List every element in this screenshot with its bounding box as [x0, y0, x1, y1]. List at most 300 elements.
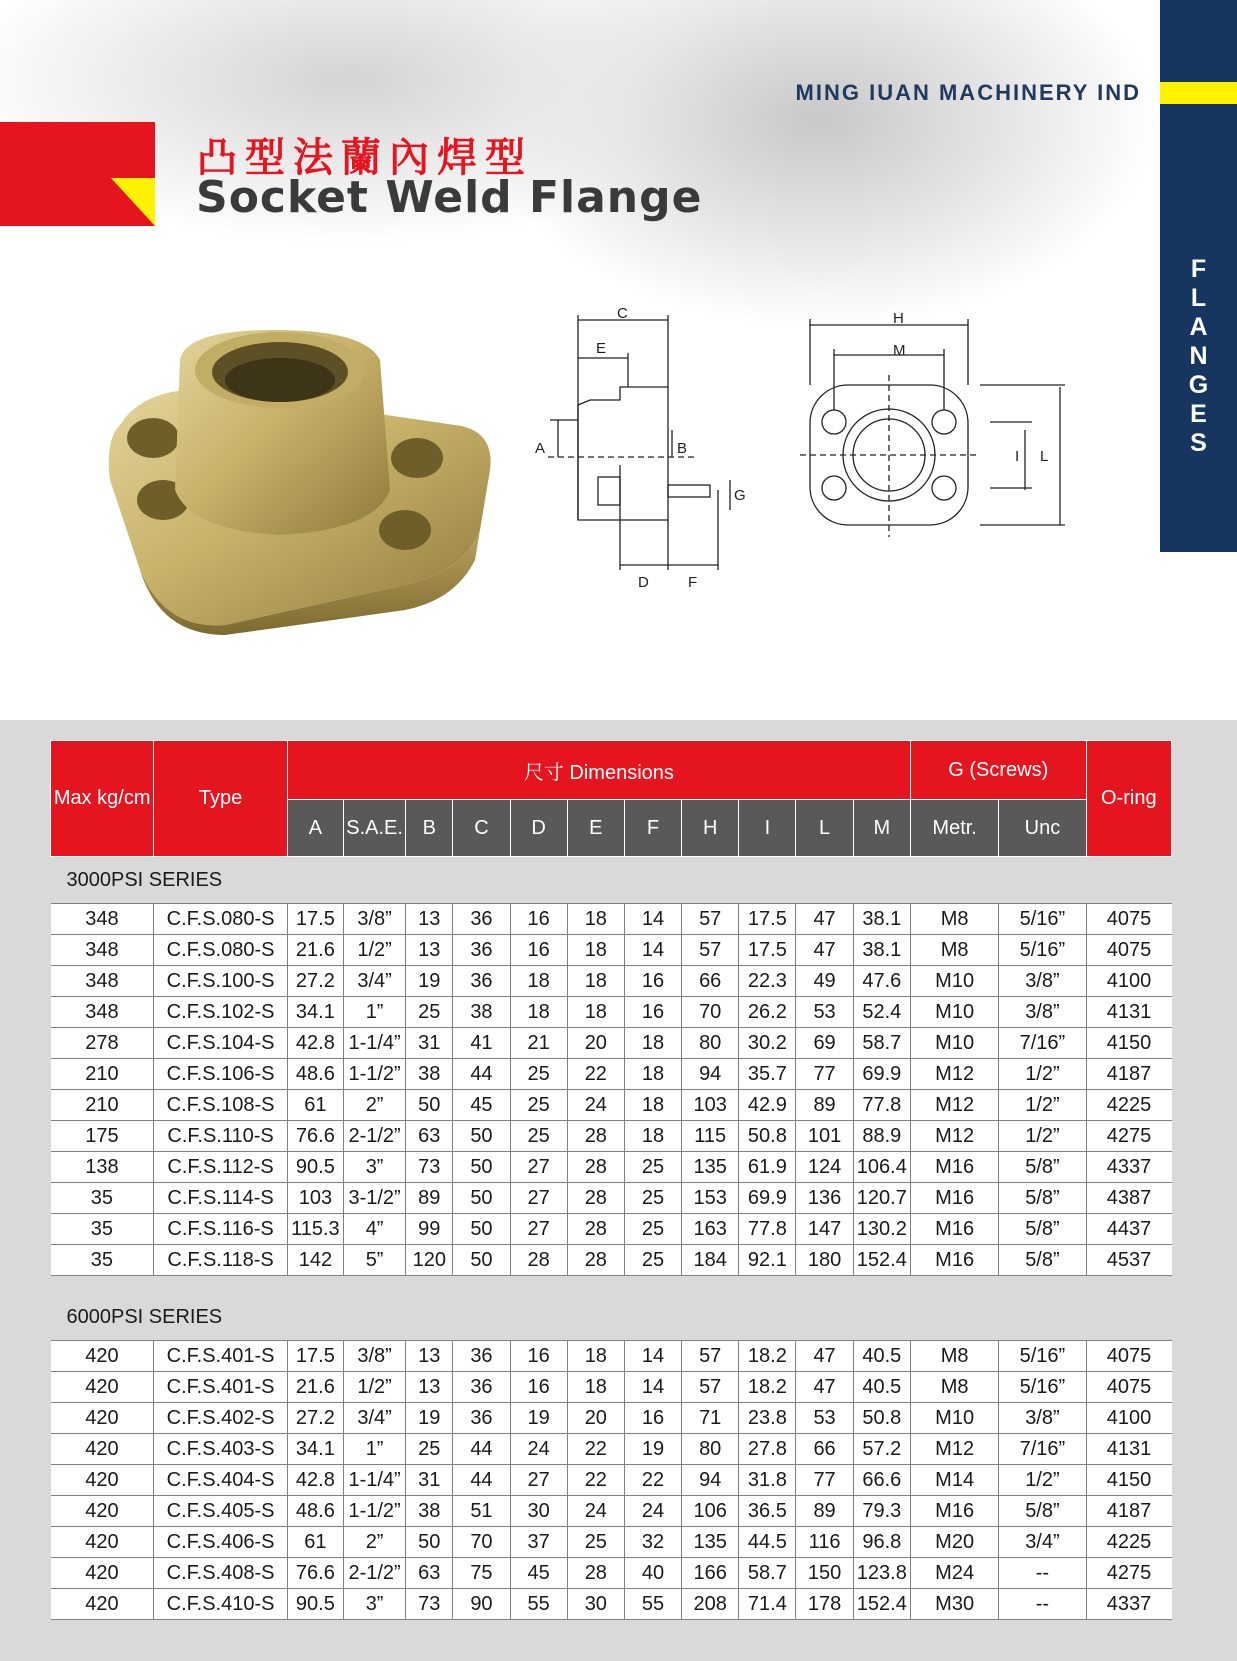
flange-photo — [105, 330, 495, 635]
table-cell: 25 — [624, 1152, 681, 1183]
subheader-c: C — [453, 800, 510, 857]
table-cell: 4275 — [1086, 1121, 1171, 1152]
table-cell: C.F.S.118-S — [154, 1245, 287, 1276]
table-cell: 18 — [567, 1372, 624, 1403]
table-cell: M16 — [910, 1183, 998, 1214]
table-cell: 4” — [343, 1214, 405, 1245]
table-cell: 152.4 — [853, 1245, 910, 1276]
table-cell: 53 — [796, 1403, 853, 1434]
table-cell: 20 — [567, 1028, 624, 1059]
table-cell: 24 — [510, 1434, 567, 1465]
table-cell: 18.2 — [739, 1372, 796, 1403]
table-cell: 94 — [682, 1059, 739, 1090]
table-cell: 420 — [51, 1465, 154, 1496]
subheader-m: M — [853, 800, 910, 857]
table-cell: 5/16” — [999, 904, 1086, 935]
table-row — [51, 1214, 1172, 1245]
table-cell: 30.2 — [739, 1028, 796, 1059]
table-row — [51, 1527, 1172, 1558]
table-cell: 278 — [51, 1028, 154, 1059]
subheader-sae: S.A.E. — [343, 800, 405, 857]
table-row — [51, 1496, 1172, 1527]
table-cell: 45 — [453, 1090, 510, 1121]
table-cell: 1/2” — [999, 1465, 1086, 1496]
table-cell: 106 — [682, 1496, 739, 1527]
table-cell: 2” — [343, 1527, 405, 1558]
table-cell: 5/16” — [999, 935, 1086, 966]
table-cell: C.F.S.401-S — [154, 1341, 287, 1372]
table-cell: 27 — [510, 1152, 567, 1183]
table-cell: 4337 — [1086, 1152, 1171, 1183]
table-cell: 57.2 — [853, 1434, 910, 1465]
table-cell: 36.5 — [739, 1496, 796, 1527]
table-cell: 18 — [624, 1090, 681, 1121]
table-cell: M30 — [910, 1589, 998, 1620]
table-cell: 4100 — [1086, 1403, 1171, 1434]
table-cell: 18.2 — [739, 1341, 796, 1372]
table-cell: 116 — [796, 1527, 853, 1558]
table-cell: 210 — [51, 1059, 154, 1090]
table-cell: 36 — [453, 1341, 510, 1372]
table-cell: 90.5 — [287, 1589, 343, 1620]
table-cell: 88.9 — [853, 1121, 910, 1152]
table-cell: 73 — [406, 1589, 453, 1620]
table-cell: 42.8 — [287, 1028, 343, 1059]
table-cell: 28 — [567, 1183, 624, 1214]
dim-label-f: F — [688, 574, 698, 591]
table-cell: 4131 — [1086, 1434, 1171, 1465]
table-cell: 77 — [796, 1059, 853, 1090]
table-cell: 420 — [51, 1589, 154, 1620]
table-cell: 150 — [796, 1558, 853, 1589]
table-cell: 3” — [343, 1152, 405, 1183]
table-cell: 1/2” — [343, 935, 405, 966]
table-cell: 89 — [406, 1183, 453, 1214]
table-cell: M16 — [910, 1152, 998, 1183]
table-cell: 50 — [453, 1214, 510, 1245]
table-cell: 4225 — [1086, 1527, 1171, 1558]
table-cell: 18 — [624, 1059, 681, 1090]
table-cell: 348 — [51, 997, 154, 1028]
table-cell: 5/8” — [999, 1152, 1086, 1183]
table-row — [51, 1121, 1172, 1152]
table-cell: 22 — [567, 1434, 624, 1465]
table-cell: 66.6 — [853, 1465, 910, 1496]
table-cell: 348 — [51, 966, 154, 997]
table-cell: 180 — [796, 1245, 853, 1276]
table-cell: 69.9 — [853, 1059, 910, 1090]
table-cell: 55 — [510, 1589, 567, 1620]
dim-label-i: I — [1015, 448, 1020, 465]
table-cell: 25 — [624, 1245, 681, 1276]
table-cell: 4131 — [1086, 997, 1171, 1028]
table-row — [51, 1558, 1172, 1589]
table-cell: 5/16” — [999, 1341, 1086, 1372]
company-name: MING IUAN MACHINERY IND — [795, 80, 1141, 105]
table-cell: 420 — [51, 1527, 154, 1558]
table-cell: 50 — [453, 1121, 510, 1152]
header-dimensions: 尺寸 Dimensions — [287, 741, 910, 800]
table-cell: 25 — [510, 1121, 567, 1152]
table-cell: 1/2” — [999, 1059, 1086, 1090]
table-cell: 66 — [796, 1434, 853, 1465]
subheader-d: D — [510, 800, 567, 857]
table-cell: 13 — [406, 1372, 453, 1403]
table-row — [51, 935, 1172, 966]
table-cell: 19 — [406, 1403, 453, 1434]
table-cell: 38 — [406, 1059, 453, 1090]
subheader-l: L — [796, 800, 853, 857]
table-cell: 25 — [406, 1434, 453, 1465]
table-row — [51, 1059, 1172, 1090]
table-cell: 40 — [624, 1558, 681, 1589]
table-cell: C.F.S.104-S — [154, 1028, 287, 1059]
table-cell: 17.5 — [287, 904, 343, 935]
table-cell: M20 — [910, 1527, 998, 1558]
subheader-unc: Unc — [999, 800, 1086, 857]
table-cell: 208 — [682, 1589, 739, 1620]
table-row — [51, 1341, 1172, 1372]
table-cell: 36 — [453, 966, 510, 997]
table-row — [51, 1434, 1172, 1465]
table-cell: 34.1 — [287, 1434, 343, 1465]
yellow-accent-triangle — [111, 178, 155, 226]
table-cell: 99 — [406, 1214, 453, 1245]
dim-label-g: G — [734, 487, 746, 504]
dim-label-a: A — [535, 440, 546, 457]
side-label-letter: A — [1189, 313, 1208, 341]
table-cell: M12 — [910, 1434, 998, 1465]
table-cell: 36 — [453, 935, 510, 966]
table-cell: 135 — [682, 1527, 739, 1558]
table-cell: 47.6 — [853, 966, 910, 997]
table-cell: 14 — [624, 904, 681, 935]
table-cell: 35 — [51, 1214, 154, 1245]
table-cell: 57 — [682, 935, 739, 966]
table-cell: 13 — [406, 1341, 453, 1372]
table-cell: 1-1/2” — [343, 1059, 405, 1090]
table-cell: 18 — [567, 935, 624, 966]
table-cell: 5/8” — [999, 1183, 1086, 1214]
table-cell: M10 — [910, 1403, 998, 1434]
table-cell: 13 — [406, 904, 453, 935]
table-cell: 80 — [682, 1434, 739, 1465]
table-cell: 210 — [51, 1090, 154, 1121]
table-cell: 25 — [624, 1183, 681, 1214]
table-cell: 124 — [796, 1152, 853, 1183]
table-cell: 1/2” — [343, 1372, 405, 1403]
table-cell: 63 — [406, 1121, 453, 1152]
table-cell: 57 — [682, 1341, 739, 1372]
table-cell: 166 — [682, 1558, 739, 1589]
table-cell: 101 — [796, 1121, 853, 1152]
table-cell: 115 — [682, 1121, 739, 1152]
table-cell: M8 — [910, 935, 998, 966]
table-cell: 3/8” — [999, 997, 1086, 1028]
table-cell: C.F.S.114-S — [154, 1183, 287, 1214]
table-cell: 25 — [510, 1090, 567, 1121]
table-cell: 5/16” — [999, 1372, 1086, 1403]
table-row — [51, 1028, 1172, 1059]
table-cell: 41 — [453, 1028, 510, 1059]
table-cell: 26.2 — [739, 997, 796, 1028]
subheader-h: H — [682, 800, 739, 857]
table-cell: 22.3 — [739, 966, 796, 997]
table-cell: C.F.S.102-S — [154, 997, 287, 1028]
side-label — [1160, 255, 1237, 458]
table-cell: 57 — [682, 1372, 739, 1403]
table-cell: 420 — [51, 1403, 154, 1434]
table-cell: 115.3 — [287, 1214, 343, 1245]
table-cell: 420 — [51, 1496, 154, 1527]
table-cell: M12 — [910, 1059, 998, 1090]
table-cell: 50.8 — [853, 1403, 910, 1434]
table-cell: 16 — [624, 997, 681, 1028]
table-cell: 348 — [51, 904, 154, 935]
table-cell: 27.2 — [287, 966, 343, 997]
table-cell: C.F.S.106-S — [154, 1059, 287, 1090]
table-cell: 76.6 — [287, 1121, 343, 1152]
table-cell: 51 — [453, 1496, 510, 1527]
table-cell: 18 — [567, 904, 624, 935]
table-cell: M10 — [910, 997, 998, 1028]
table-cell: 18 — [567, 966, 624, 997]
table-cell: M16 — [910, 1245, 998, 1276]
table-cell: 24 — [567, 1496, 624, 1527]
table-cell: 44 — [453, 1434, 510, 1465]
table-cell: 4387 — [1086, 1183, 1171, 1214]
table-cell: 142 — [287, 1245, 343, 1276]
table-cell: 1/2” — [999, 1121, 1086, 1152]
subheader-a: A — [287, 800, 343, 857]
table-cell: 66 — [682, 966, 739, 997]
table-cell: -- — [999, 1558, 1086, 1589]
series-title: 3000PSI SERIES — [51, 857, 1172, 904]
table-cell: 21.6 — [287, 935, 343, 966]
table-cell: M24 — [910, 1558, 998, 1589]
table-cell: 23.8 — [739, 1403, 796, 1434]
table-cell: 50 — [406, 1527, 453, 1558]
table-cell: 420 — [51, 1434, 154, 1465]
table-cell: 1” — [343, 1434, 405, 1465]
table-cell: 38.1 — [853, 935, 910, 966]
table-cell: 48.6 — [287, 1059, 343, 1090]
table-cell: 47 — [796, 935, 853, 966]
table-cell: 3” — [343, 1589, 405, 1620]
table-cell: 153 — [682, 1183, 739, 1214]
table-cell: 16 — [510, 935, 567, 966]
table-cell: 130.2 — [853, 1214, 910, 1245]
table-cell: 22 — [624, 1465, 681, 1496]
table-cell: 136 — [796, 1183, 853, 1214]
table-cell: 50.8 — [739, 1121, 796, 1152]
subheader-e: E — [567, 800, 624, 857]
table-cell: 90 — [453, 1589, 510, 1620]
table-cell: C.F.S.110-S — [154, 1121, 287, 1152]
table-cell: 3/8” — [999, 966, 1086, 997]
table-cell: C.F.S.403-S — [154, 1434, 287, 1465]
table-cell: 57 — [682, 904, 739, 935]
table-row — [51, 1183, 1172, 1214]
dim-label-b: B — [677, 440, 688, 457]
table-cell: 24 — [624, 1496, 681, 1527]
side-label-letter: S — [1190, 429, 1207, 457]
table-cell: 27 — [510, 1214, 567, 1245]
table-cell: 4187 — [1086, 1496, 1171, 1527]
table-cell: 42.9 — [739, 1090, 796, 1121]
subheader-metr: Metr. — [910, 800, 998, 857]
table-cell: 69.9 — [739, 1183, 796, 1214]
table-cell: 28 — [567, 1214, 624, 1245]
table-cell: 30 — [567, 1589, 624, 1620]
side-label-letter: F — [1190, 255, 1207, 283]
table-cell: 420 — [51, 1372, 154, 1403]
table-cell: 22 — [567, 1465, 624, 1496]
table-cell: 16 — [510, 1372, 567, 1403]
table-cell: 27.2 — [287, 1403, 343, 1434]
table-row — [51, 1245, 1172, 1276]
table-cell: 120 — [406, 1245, 453, 1276]
table-cell: C.F.S.408-S — [154, 1558, 287, 1589]
table-cell: M10 — [910, 966, 998, 997]
table-cell: 4337 — [1086, 1589, 1171, 1620]
series-title: 6000PSI SERIES — [51, 1294, 1172, 1341]
table-cell: 31 — [406, 1465, 453, 1496]
table-cell: 4187 — [1086, 1059, 1171, 1090]
table-cell: 44 — [453, 1059, 510, 1090]
table-cell: 420 — [51, 1558, 154, 1589]
table-cell: 25 — [406, 997, 453, 1028]
table-cell: 52.4 — [853, 997, 910, 1028]
table-cell: M8 — [910, 1341, 998, 1372]
table-cell: C.F.S.404-S — [154, 1465, 287, 1496]
table-row — [51, 997, 1172, 1028]
table-cell: 36 — [453, 904, 510, 935]
table-cell: 36 — [453, 1372, 510, 1403]
table-cell: 28 — [510, 1245, 567, 1276]
table-row — [51, 1403, 1172, 1434]
table-cell: 90.5 — [287, 1152, 343, 1183]
table-cell: 71 — [682, 1403, 739, 1434]
table-cell: 184 — [682, 1245, 739, 1276]
table-cell: 3/4” — [343, 966, 405, 997]
table-cell: 96.8 — [853, 1527, 910, 1558]
table-cell: 17.5 — [739, 935, 796, 966]
table-cell: 35.7 — [739, 1059, 796, 1090]
table-cell: C.F.S.112-S — [154, 1152, 287, 1183]
table-cell: 18 — [567, 1341, 624, 1372]
table-cell: 17.5 — [739, 904, 796, 935]
table-cell: C.F.S.401-S — [154, 1372, 287, 1403]
table-cell: 49 — [796, 966, 853, 997]
table-cell: M8 — [910, 1372, 998, 1403]
header-type: Type — [154, 741, 287, 857]
table-cell: 4075 — [1086, 1372, 1171, 1403]
table-row — [51, 1372, 1172, 1403]
table-cell: C.F.S.108-S — [154, 1090, 287, 1121]
table-cell: 348 — [51, 935, 154, 966]
table-cell: 76.6 — [287, 1558, 343, 1589]
table-cell: 38.1 — [853, 904, 910, 935]
table-cell: 44.5 — [739, 1527, 796, 1558]
table-cell: 77.8 — [739, 1214, 796, 1245]
table-cell: 77 — [796, 1465, 853, 1496]
table-cell: C.F.S.080-S — [154, 935, 287, 966]
table-cell: M14 — [910, 1465, 998, 1496]
table-cell: 24 — [567, 1090, 624, 1121]
table-cell: 79.3 — [853, 1496, 910, 1527]
table-cell: M10 — [910, 1028, 998, 1059]
table-row — [51, 966, 1172, 997]
table-cell: 36 — [453, 1403, 510, 1434]
table-cell: 44 — [453, 1465, 510, 1496]
table-cell: 48.6 — [287, 1496, 343, 1527]
table-cell: 58.7 — [739, 1558, 796, 1589]
table-cell: 77.8 — [853, 1090, 910, 1121]
table-cell: 42.8 — [287, 1465, 343, 1496]
table-cell: 38 — [406, 1496, 453, 1527]
table-cell: 31 — [406, 1028, 453, 1059]
table-cell: 1” — [343, 997, 405, 1028]
table-cell: C.F.S.405-S — [154, 1496, 287, 1527]
series-header — [51, 857, 1172, 904]
table-cell: 106.4 — [853, 1152, 910, 1183]
table-cell: 16 — [510, 904, 567, 935]
table-cell: 135 — [682, 1152, 739, 1183]
table-cell: 123.8 — [853, 1558, 910, 1589]
table-cell: 17.5 — [287, 1341, 343, 1372]
table-cell: 50 — [453, 1183, 510, 1214]
table-cell: C.F.S.402-S — [154, 1403, 287, 1434]
table-cell: 420 — [51, 1341, 154, 1372]
table-cell: 163 — [682, 1214, 739, 1245]
side-label-letter: N — [1189, 342, 1208, 370]
table-cell: 80 — [682, 1028, 739, 1059]
table-cell: 18 — [624, 1028, 681, 1059]
table-cell: 27.8 — [739, 1434, 796, 1465]
table-cell: 4275 — [1086, 1558, 1171, 1589]
table-cell: C.F.S.406-S — [154, 1527, 287, 1558]
table-row — [51, 904, 1172, 935]
table-cell: 16 — [510, 1341, 567, 1372]
technical-drawing — [520, 305, 1080, 615]
table-cell: 7/16” — [999, 1434, 1086, 1465]
table-cell: 61.9 — [739, 1152, 796, 1183]
table-cell: 147 — [796, 1214, 853, 1245]
table-cell: 25 — [510, 1059, 567, 1090]
table-cell: 70 — [453, 1527, 510, 1558]
dim-label-e: E — [596, 340, 607, 357]
table-cell: 4075 — [1086, 904, 1171, 935]
table-cell: 14 — [624, 1341, 681, 1372]
table-cell: 40.5 — [853, 1372, 910, 1403]
table-cell: C.F.S.116-S — [154, 1214, 287, 1245]
side-yellow-stripe — [1160, 82, 1237, 104]
table-cell: 14 — [624, 1372, 681, 1403]
table-cell: 31.8 — [739, 1465, 796, 1496]
table-cell: 28 — [567, 1152, 624, 1183]
table-cell: 4100 — [1086, 966, 1171, 997]
table-cell: 89 — [796, 1090, 853, 1121]
table-cell: 18 — [624, 1121, 681, 1152]
table-cell: 28 — [567, 1558, 624, 1589]
table-cell: M16 — [910, 1214, 998, 1245]
table-cell: 27 — [510, 1465, 567, 1496]
page-title: Socket Weld Flange — [196, 172, 703, 223]
table-cell: 1/2” — [999, 1090, 1086, 1121]
table-cell: M12 — [910, 1121, 998, 1152]
table-cell: 27 — [510, 1183, 567, 1214]
